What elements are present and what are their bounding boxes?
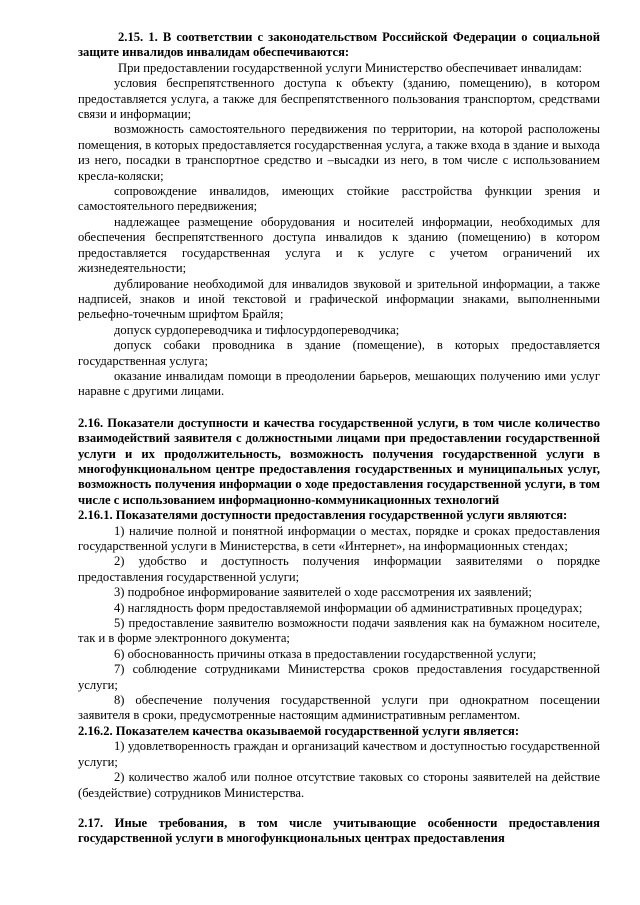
section-2-15-item: условия беспрепятственного доступа к объекту (зданию, помещению), в котором предоставляется услуга, а также для беспрепятственного пользования транспортом, средствами связи и информации; <box>78 76 600 122</box>
section-2-16-1-item: 4) наглядность форм предоставляемой информации об административных процедурах; <box>114 600 583 615</box>
section-2-15-item: возможность самостоятельного передвижения по территории, на которой расположены помещения, в которых предоставляется государственная услуга, а также входа в здание и выхода из него, посадки в транспортное средство и –высадки из него, в том числе с использованием кресла-коляски; <box>78 122 600 183</box>
section-2-15-item: оказание инвалидам помощи в преодолении барьеров, мешающих получению ими услуг наравне с другими лицами. <box>78 368 600 399</box>
section-2-15-item: дублирование необходимой для инвалидов звуковой и зрительной информации, а также надписей, знаков и иной текстовой и графической информации знаками, выполненными рельефно-точечным шрифтом Брайля; <box>78 276 600 322</box>
section-2-15-item: сопровождение инвалидов, имеющих стойкие расстройства функции зрения и самостоятельного передвижения; <box>78 184 600 214</box>
section-2-16-heading: 2.16. Показатели доступности и качества государственной услуги, в том числе количество взаимодействий заявителя с должностными лицами при предоставлении государственной услуги и их продолжительность, возможность получения государственной услуги в многофункциональном центре предоставления государственных и муниципальных услуг, возможность получения информации о ходе предоставления государственной услуги, в том числе с использованием информационно-коммуникационных технологий <box>78 415 600 507</box>
paragraph-spacer <box>78 801 600 816</box>
section-2-16-1-item: 1) наличие полной и понятной информации о местах, порядке и сроках предоставления государственной услуги в Министерства, в сети «Интернет», на информационных стендах; <box>78 523 600 553</box>
section-2-16-2-item: 2) количество жалоб или полное отсутствие таковых со стороны заявителей на действие (бездействие) сотрудников Министерства. <box>78 770 600 800</box>
section-2-16-2-heading: 2.16.2. Показателем качества оказываемой государственной услуги является: <box>78 723 520 738</box>
section-2-15-intro: При предоставлении государственной услуги Министерство обеспечивает инвалидам: <box>118 60 583 75</box>
section-2-16-1-item: 8) обеспечение получения государственной услуги при однократном посещении заявителя в сроки, предусмотренные настоящим административным регламентом. <box>78 693 600 723</box>
section-2-15-heading: 2.15. 1. В соответствии с законодательством Российской Федерации о социальной защите инвалидов инвалидам обеспечиваются: <box>78 30 600 60</box>
section-2-16-2-item: 1) удовлетворенность граждан и организаций качеством и доступностью государственной услуги; <box>78 739 600 769</box>
paragraph-spacer <box>78 400 600 416</box>
section-2-15-item: допуск сурдопереводчика и тифлосурдопереводчика; <box>114 322 400 337</box>
section-2-16-1-heading: 2.16.1. Показателями доступности предоставления государственной услуги являются: <box>78 508 568 523</box>
section-2-16-1-item: 6) обоснованность причины отказа в предоставлении государственной услуги; <box>114 646 537 661</box>
section-2-15-item: надлежащее размещение оборудования и носителей информации, необходимых для обеспечения беспрепятственного доступа инвалидов к зданию (помещению) в котором предоставляется государственная услуга и к услуге с учетом ограничений их жизнедеятельности; <box>78 214 600 276</box>
section-2-16-1-item: 5) предоставление заявителю возможности подачи заявления как на бумажном носителе, так и в форме электронного документа; <box>78 616 600 646</box>
section-2-16-1-item: 3) подробное информирование заявителей о ходе рассмотрения их заявлений; <box>114 585 532 600</box>
section-2-16-1-item: 2) удобство и доступность получения информации заявителями о порядке предоставления государственной услуги; <box>78 554 600 584</box>
section-2-15-item: допуск собаки проводника в здание (помещение), в которых предоставляется государственная услуга; <box>78 338 600 368</box>
section-2-16-1-item: 7) соблюдение сотрудниками Министерства сроков предоставления государственной услуги; <box>78 662 600 692</box>
document-page <box>78 30 600 847</box>
section-2-17-heading: 2.17. Иные требования, в том числе учитывающие особенности предоставления государственной услуги в многофункциональных центрах предоставления <box>78 815 600 846</box>
